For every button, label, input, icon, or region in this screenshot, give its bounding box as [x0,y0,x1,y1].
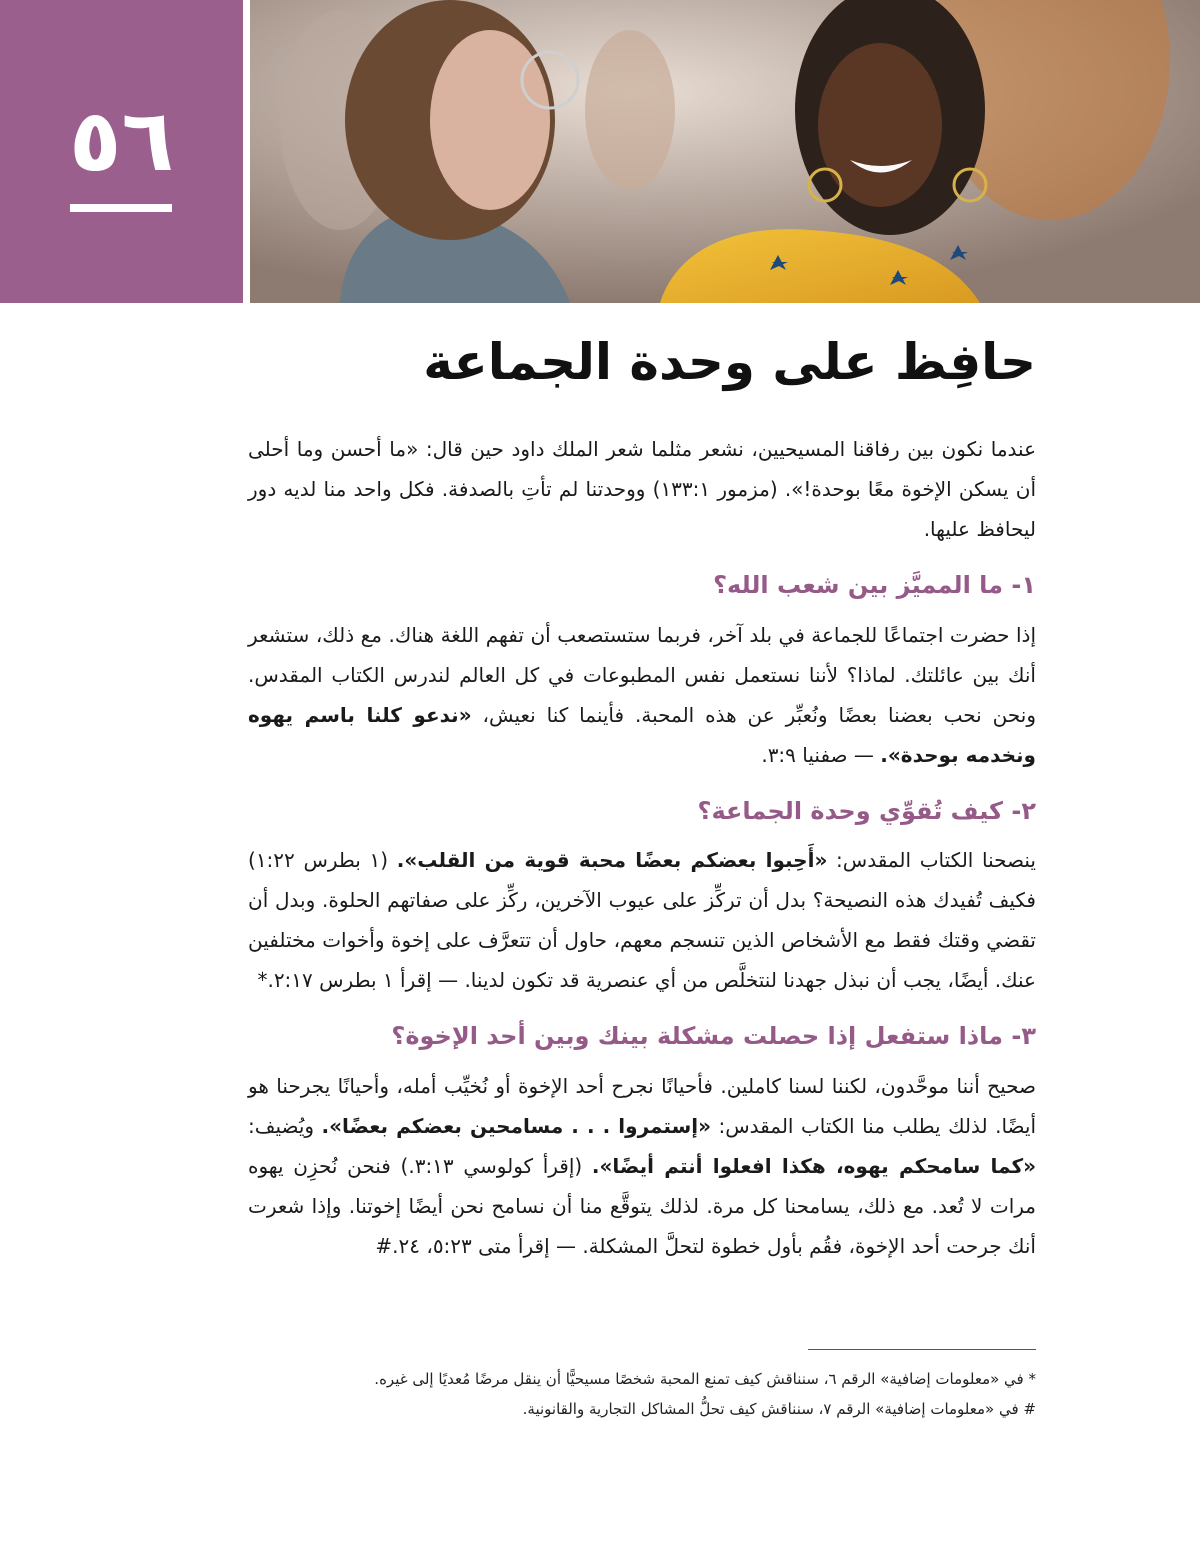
section-1-text-before: إذا حضرت اجتماعًا للجماعة في بلد آخر، فربما ستستصعب أن تفهم اللغة هناك. مع ذلك، ستشعر أنك بين عائلتك. لماذا؟ لأننا نستعمل نفس المطبوعات في كل العالم لندرس الكتاب المقدس. ونحن نحب بعضنا بعضًا ونُعبِّر عن هذه المحبة. فأينما كنا نعيش، [248,622,1036,727]
section-3-heading: ٣- ماذا ستفعل إذا حصلت مشكلة بينك وبين أحد الإخوة؟ [391,1022,1036,1051]
section-1-paragraph [248,615,1036,775]
main-content [248,330,1036,1280]
section-3-paragraph [248,1066,1036,1266]
section-2-text-before: ينصحنا الكتاب المقدس: [827,848,1036,873]
section-3-text-mid: ويُضيف: [248,1113,322,1138]
section-1-text-after: — صفنيا ٣:٩. [761,742,881,767]
footnotes [248,1364,1036,1424]
section-2-paragraph [248,840,1036,1000]
lesson-number: ٥٦ [69,91,174,191]
footnote-2: # في «معلومات إضافية» الرقم ٧، سنناقش كيف تحلُّ المشاكل التجارية والقانونية. [522,1400,1036,1418]
section-3-bold-quote-2: «كما سامحكم يهوه، هكذا افعلوا أنتم أيضًا». [591,1153,1036,1178]
section-3-text-after: (إقرأ كولوسي ٣:١٣.) فنحن نُحزِن يهوه مرات لا تُعد. مع ذلك، يسامحنا كل مرة. لذلك يتوقَّع منا أن نسامح نحن أيضًا إخوتنا. وإذا شعرت أنك جرحت أحد الإخوة، فقُم بأول خطوة لتحلَّ المشكلة. — إقرأ متى ٥:٢٣، ٢٤.# [248,1153,1036,1258]
photo-illustration [250,0,1200,303]
section-3-bold-quote: «إستمروا . . . مسامحين بعضكم بعضًا». [321,1113,712,1138]
footnote-divider [808,1349,1036,1350]
intro-paragraph: عندما نكون بين رفاقنا المسيحيين، نشعر مثلما شعر الملك داود حين قال: «ما أحسن وما أحلى أن يسكن الإخوة معًا بوحدة!». (مزمور ١٣٣:١) ووحدتنا لم تأتِ بالصدفة. فكل واحد منا لديه دور ليحافظ عليها. [248,437,1037,541]
footnote-1: * في «معلومات إضافية» الرقم ٦، سنناقش كيف تمنع المحبة شخصًا مسيحيًّا أن ينقل مرضًا مُعديًا إلى غيره. [374,1370,1036,1388]
section-2-text-after: (١ بطرس ١:٢٢) فكيف تُفيدك هذه النصيحة؟ بدل أن تركِّز على عيوب الآخرين، ركِّز على صفاتهم الحلوة. وبدل أن تقضي وقتك فقط مع الأشخاص الذين تنسجم معهم، حاول أن تتعرَّف على إخوة وأخوات مختلفين عنك. أيضًا، يجب أن نبذل جهدنا لنتخلَّص من أي عنصرية قد تكون لدينا. — إقرأ ١ بطرس ٢:١٧.* [248,848,1036,993]
lesson-number-box [0,0,243,303]
header-photo [250,0,1200,303]
lesson-number-underline [70,204,172,212]
section-3-text-before: صحيح أننا موحَّدون، لكننا لسنا كاملين. فأحيانًا نجرح أحد الإخوة أو نُخيِّب أمله، وأحيانًا يجرحنا هو أيضًا. لذلك يطلب منا الكتاب المقدس: [248,1073,1037,1138]
section-1-bold-quote: «ندعو كلنا باسم يهوه ونخدمه بوحدة». [248,702,1036,767]
section-2-heading: ٢- كيف تُقوِّي وحدة الجماعة؟ [697,796,1036,825]
section-2-bold-quote: «أَحِبوا بعضكم بعضًا محبة قوية من القلب». [396,848,828,873]
section-1-heading: ١- ما المميَّز بين شعب الله؟ [713,571,1036,599]
page-title: حافِظ على وحدة الجماعة [423,333,1036,391]
